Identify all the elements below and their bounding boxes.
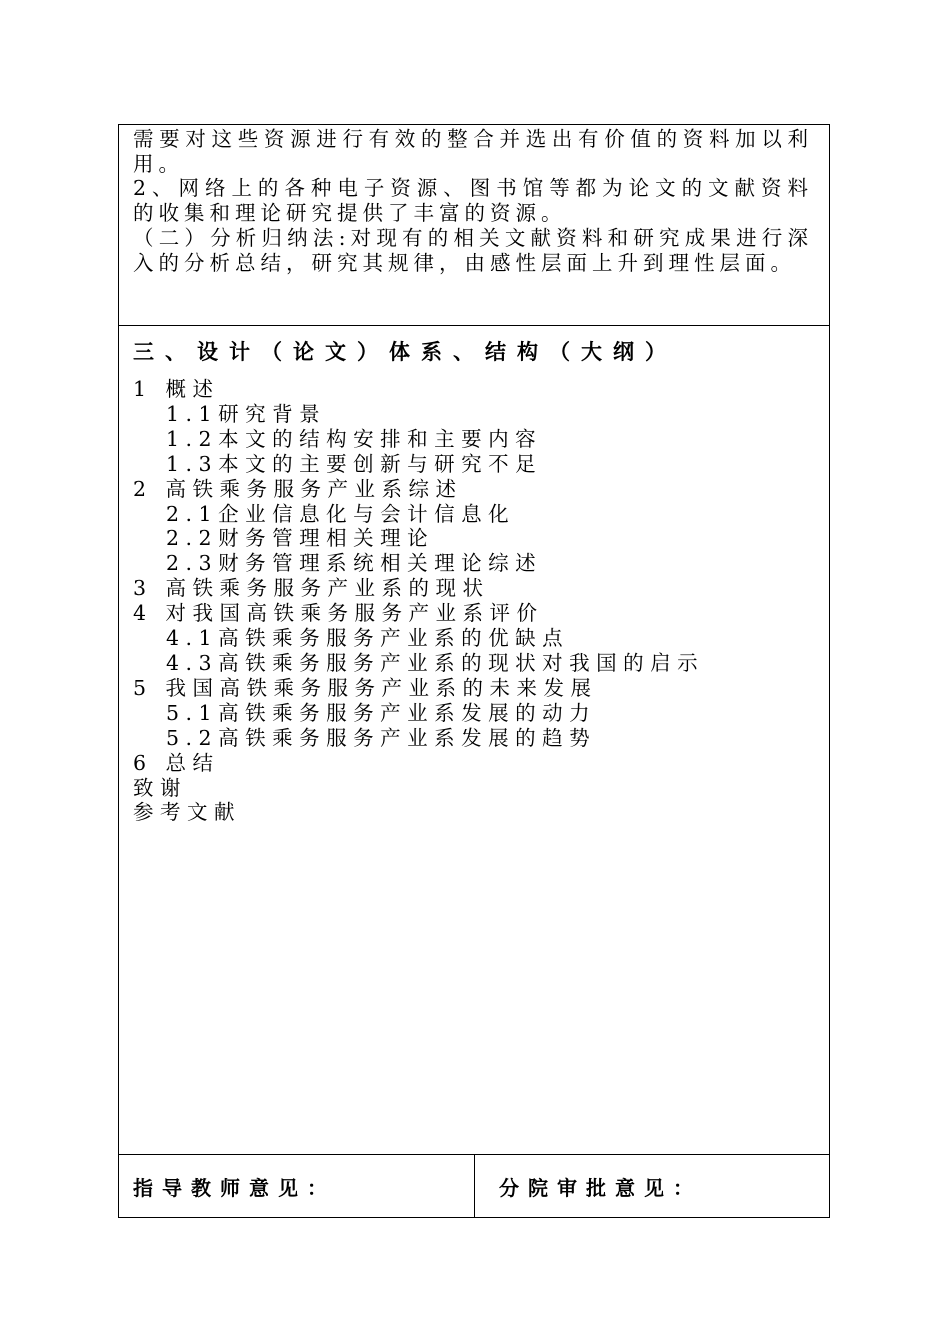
outline-subitem: 2.3财务管理系统相关理论综述: [166, 551, 543, 576]
outline-subitem: 2.2财务管理相关理论: [166, 526, 435, 551]
methods-section: [119, 125, 829, 326]
outline-subitem: 1.1研究背景: [166, 401, 327, 426]
outline-subitem: 5.1高铁乘务服务产业系发展的动力: [166, 700, 597, 725]
outline-item: 2 高铁乘务服务产业系综述: [133, 476, 463, 501]
form-table: [118, 124, 830, 1218]
paragraph-resources: 需要对这些资源进行有效的整合并选出有价值的资料加以利用。: [133, 127, 813, 176]
outline-heading: 三、设计（论文）体系、结构（大纲）: [133, 340, 677, 364]
department-approval-cell[interactable]: [475, 1155, 829, 1217]
outline-item: 6 总结: [133, 750, 220, 775]
outline-subitem: 4.3高铁乘务服务产业系的现状对我国的启示: [166, 650, 705, 675]
department-approval-label: 分院审批意见：: [499, 1175, 702, 1200]
outline-item: 1 概述: [133, 377, 220, 401]
outline-subitem: 2.1企业信息化与会计信息化: [166, 501, 516, 526]
outline-subitem: 1.3本文的主要创新与研究不足: [166, 451, 543, 476]
outline-section: [119, 326, 829, 1155]
approval-row: [119, 1155, 829, 1217]
paragraph-electronic-resources: 2、网络上的各种电子资源、图书馆等都为论文的文献资料的收集和理论研究提供了丰富的资源。: [133, 176, 813, 226]
outline-item: 致谢: [133, 775, 187, 800]
outline-item: 5 我国高铁乘务服务产业系的未来发展: [133, 675, 598, 700]
outline-subitem: 5.2高铁乘务服务产业系发展的趋势: [166, 725, 597, 750]
outline-item: 参考文献: [133, 800, 241, 825]
advisor-opinion-cell[interactable]: [119, 1155, 475, 1217]
advisor-opinion-label: 指导教师意见：: [133, 1175, 336, 1200]
outline-subitem: 4.1高铁乘务服务产业系的优缺点: [166, 626, 570, 651]
outline-item: 3 高铁乘务服务产业系的现状: [133, 576, 490, 601]
outline-item: 4 对我国高铁乘务服务产业系评价: [133, 601, 544, 626]
outline-list: [133, 377, 815, 825]
paragraph-analysis-method: （二）分析归纳法:对现有的相关文献资料和研究成果进行深入的分析总结，研究其规律，由感性层面上升到理性层面。: [133, 225, 813, 275]
outline-subitem: 1.2本文的结构安排和主要内容: [166, 426, 543, 451]
